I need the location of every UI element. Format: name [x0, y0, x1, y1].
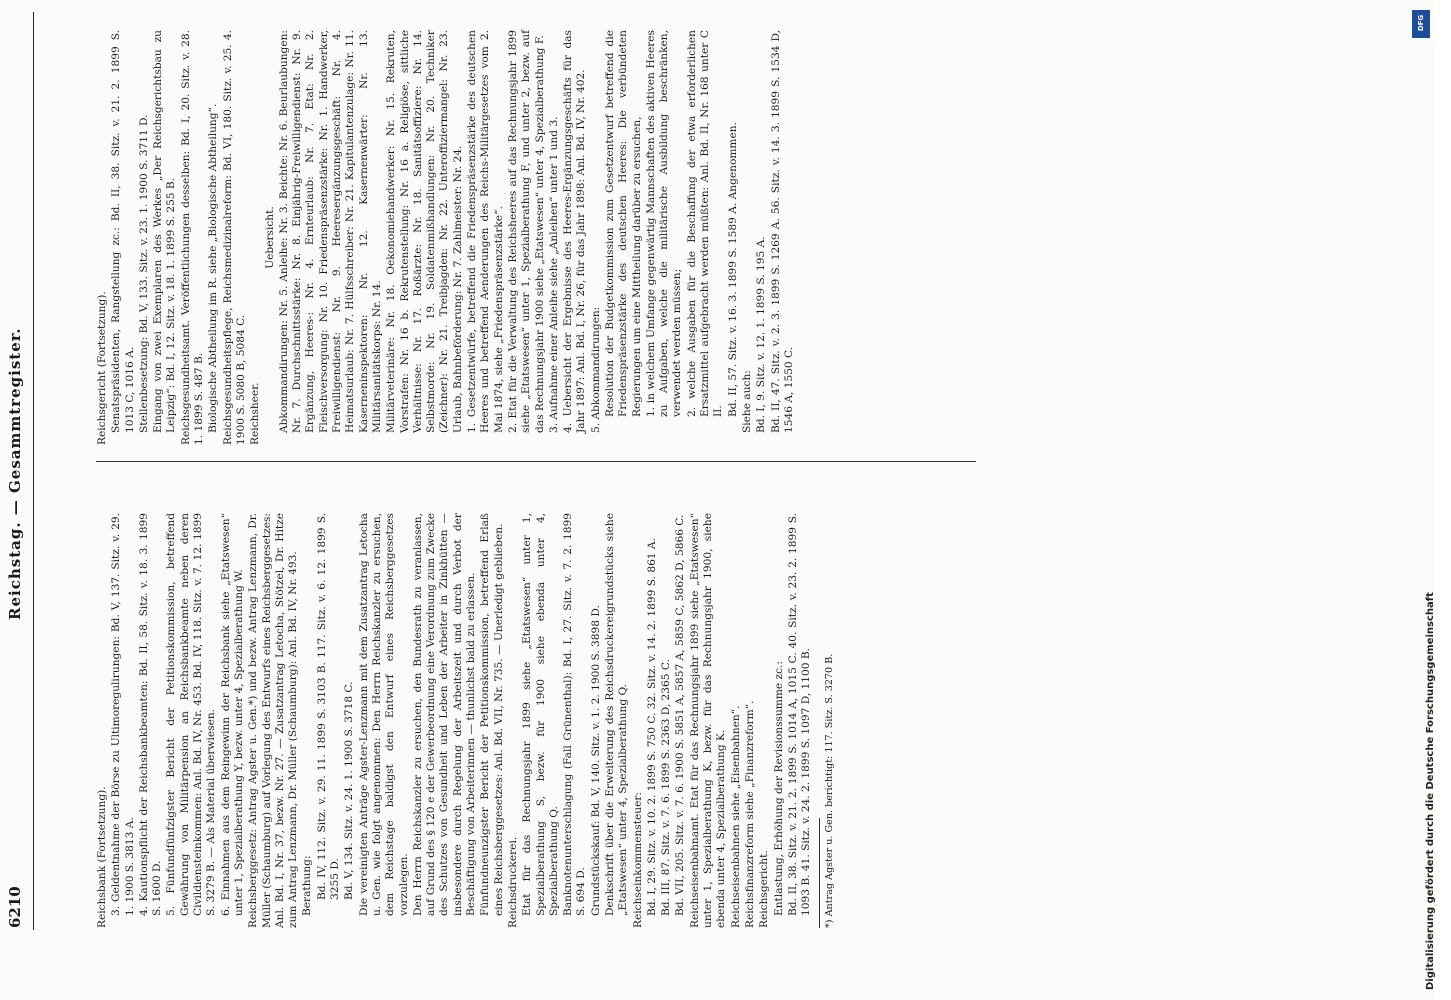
- index-entry: Bd. II, 38. Sitz. v. 21. 2. 1899 S. 1014 A, 1015 C. 40. Sitz. v. 23. 2. 1899 S. 1093 B. 41. Sitz. v. 24. 2. 1899 S. 1097 D, 1100 B.: [786, 513, 813, 916]
- index-entry: Bd. V, 134. Sitz. v. 24. 1. 1900 S. 3718 C.: [343, 681, 356, 900]
- index-entry: Uebersicht.: [263, 206, 276, 269]
- index-entry: Resolution der Budgetkommission zum Gesetzentwurf betreffend die Friedenspräsenzstärke des deutschen Heeres: Die verbündeten Regierungen um eine Mittheilung darüber zu ersuchen,: [603, 30, 643, 417]
- index-entry: Abkommandirungen: Nr. 5. Anleihe: Nr. 3. Beichte: Nr. 6. Beurlaubungen: Nr. 7. Durchschnittsstärke: Nr. 8. Einjährig-Freiwilligendienst: Nr. 9. Ergänzung, Heeres-: Nr. 4. Ernteurlaub: Nr. 7. Etat: Nr. 2. Fleischversorgung: Nr. 10. Friedenspräsenzstärke: Nr. 1. Handwerker, Freiwilligendienst: Nr. 9. Heeresergänzungsgeschäft: Nr. 4. Heimatsurlaub: Nr. 7. Hülfsschreiber: Nr. 21. Kapitulantenzulage: Nr. 11. Kaserneninspektoren: Nr. 12. Kasernenwärter: Nr. 13. Militärsanitätskorps: Nr. 14.: [277, 30, 383, 433]
- index-entry: Denkschrift über die Erweiterung des Reichsdruckereigrundstücks siehe „Etatswesen“ unter 4, Spezialberathung Q.: [603, 513, 630, 916]
- index-entry: 4. Uebersicht der Ergebnisse des Heeres-Ergänzungsgeschäfts für das Jahr 1897: Anl. Bd. I, Nr. 26, für das Jahr 1898: Anl. Bd. IV, Nr. 402.: [562, 30, 588, 433]
- index-entry: Bd. II, 57. Sitz. v. 16. 3. 1899 S. 1589 A. Angenommen.: [726, 122, 739, 417]
- index-entry: Reichsgesundheitsamt. Veröffentlichungen desselben: Bd. I, 20. Sitz. v. 28. 1. 1899 S. 487 B.: [179, 30, 206, 445]
- index-entry: Berathung:: [301, 855, 314, 916]
- index-entry: 1. in welchem Umfange gegenwärtig Mannschaften des aktiven Heeres zu Aufgaben, welche die militärische Ausbildung beschränken, verwendet werden müssen;: [644, 30, 684, 417]
- index-entry: Bd. IV, 112. Sitz. v. 29. 11. 1899 S. 3103 B. 117. Sitz. v. 6. 12. 1899 S. 3255 D.: [315, 513, 342, 900]
- sidebar-credit-text: Digitalisierung gefördert durch die Deutsche Forschungsgemeinschaft: [1425, 592, 1436, 990]
- index-entry: Etat für das Rechnungsjahr 1899 siehe „Etatswesen“ unter 1, Spezialberathung S, bezw. für 1900 siehe ebenda unter 4, Spezialberathung Q.: [521, 513, 560, 916]
- index-entry: 2. Etat für die Verwaltung des Reichsheeres auf das Rechnungsjahr 1899 siehe „Etatswesen“ unter 1, Spezialberathung F, und unter 2, bezw. auf das Rechnungsjahr 1900 siehe „Etatswesen“ unter 4, Spezialberathung F.: [506, 30, 546, 433]
- index-entry: Fünfundneunzigster Bericht der Petitionskommission, betreffend Erlaß eines Reichsberggesetzes: Anl. Bd. VII, Nr. 735. — Unerledigt geblieben.: [479, 513, 505, 916]
- right-column: [96, 30, 797, 445]
- footnote: *) Antrag Agster u. Gen. berichtigt: 117. Sitz. S. 3270 B.: [824, 653, 836, 928]
- index-entry: 3. Aufnahme einer Anleihe siehe „Anleihen“ unter 1 und 3.: [547, 116, 560, 433]
- index-entry: 2. welche Ausgaben für die Beschaffung der etwa erforderlichen Ersatzmittel aufgebracht werden müßten: Anl. Bd. II, Nr. 168 unter C II.: [685, 30, 725, 417]
- index-entry: 3. Geldentnahme der Börse zu Ultimoregulirungen: Bd. V, 137. Sitz. v. 29. 1. 1900 S. 3813 A.: [110, 513, 136, 916]
- index-entry: Den Herrn Reichskanzler zu ersuchen, den Bundesrath zu veranlassen, auf Grund des § 120 e der Gewerbeordnung eine Verordnung zum Zwecke des Schutzes von Gesundheit und Leben der Arbeiter in Zinkhütten — insbesondere durch Regelung der Arbeitszeit und durch Verbot der Beschäftigung von Arbeiterinnen — thunlichst bald zu erlassen.: [411, 513, 478, 916]
- index-entry: Stellenbesetzung: Bd. V, 133. Sitz. v. 23. 1. 1900 S. 3711 D.: [137, 114, 150, 433]
- page-header: [0, 0, 26, 990]
- index-entry: Banknotenunterschlagung (Fall Grünenthal): Bd. I, 27. Sitz. v. 7. 2. 1899 S. 694 D.: [562, 513, 588, 916]
- index-entry: Reichseisenbahnen siehe „Eisenbahnen“.: [729, 705, 742, 928]
- index-entry: Militärveterinäre: Nr. 18. Oekonomiehandwerker: Nr. 15. Rekruten, Vorstrafen: Nr. 16 b. Rekrutenstellung: Nr. 16 a. Religiöse, sittliche Verhältnisse: Nr. 17. Roßärzte: Nr. 18. Sanitätsoffiziere: Nr. 14. Selbstmorde: Nr. 19. Soldatenmißhandlungen: Nr. 20. Techniker (Zeichner): Nr. 21. Treibjagden: Nr. 22. Unteroffiziermangel: Nr. 23. Urlaub, Bahnbeförderung: Nr. 7. Zahlmeister: Nr. 24.: [385, 30, 464, 433]
- index-entry: Entlastung, Erhöhung der Revisionssumme zc.:: [772, 661, 785, 916]
- index-entry: Reichsgericht (Fortsetzung).: [96, 291, 108, 445]
- running-title: Reichstag. — Gesammtregister.: [6, 327, 24, 620]
- index-entry: Biologische Abtheilung im R. siehe „Biologische Abtheilung“.: [207, 103, 220, 433]
- index-entry: Bd. I, 29. Sitz. v. 10. 2. 1899 S. 750 C. 32. Sitz. v. 14. 2. 1899 S. 861 A.: [645, 538, 658, 916]
- left-column: [96, 513, 838, 928]
- column-separator: [96, 461, 976, 462]
- dfg-logo: [1412, 10, 1430, 38]
- index-entry: 5. Abkommandirungen:: [589, 306, 602, 433]
- dfg-logo-text: DFG: [1417, 14, 1425, 32]
- index-entry: Bd. VII, 205. Sitz. v. 7. 6. 1900 S. 5851 A, 5857 A, 5859 C, 5862 D, 5866 C.: [674, 514, 687, 916]
- index-entry: Die vereinigten Anträge Agster-Lenzmann mit dem Zusatzantrag Letocha u. Gen. wie folgt angenommen: Den Herrn Reichskanzler zu ersuchen, dem Reichstage baldigst den Entwurf eines Reichsberggesetzes vorzulegen.: [357, 513, 410, 916]
- index-entry: Reichsfinanzreform siehe „Finanzreform“.: [743, 700, 756, 928]
- index-entry: Bd. II, 47. Sitz. v. 2. 3. 1899 S. 1269 A. 56. Sitz. v. 14. 3. 1899 S. 1534 D, 1546 A, 1550 C.: [769, 30, 795, 433]
- index-entry: Reichseisenbahnamt. Etat für das Rechnungsjahr 1899 siehe „Etatswesen“ unter 1, Spezialberathung K, bezw. für das Rechnungsjahr 1900, siehe ebenda unter 4, Spezialberathung K.: [688, 513, 728, 928]
- index-entry: 1. Gesetzentwürfe, betreffend die Friedenspräsenzstärke des deutschen Heeres und betreffend Aenderungen des Reichs-Militärgesetzes vom 2. Mai 1874, siehe „Friedenspräsenzstärke“.: [466, 30, 505, 433]
- index-entry: Bd. I, 9. Sitz. v. 12. 1. 1899 S. 195 A.: [755, 236, 768, 433]
- index-entry: 4. Kautionspflicht der Reichsbankbeamten: Bd. II, 58. Sitz. v. 18. 3. 1899 S. 1600 D.: [137, 513, 164, 916]
- index-entry: Siehe auch:: [740, 370, 753, 433]
- digitization-sidebar: [1405, 10, 1436, 990]
- index-entry: Reichsgericht.: [758, 850, 771, 928]
- index-entry: Reichsdruckerei.: [506, 836, 519, 928]
- footnote-rule: [819, 818, 820, 928]
- index-entry: Bd. III, 87. Sitz. v. 7. 6. 1899 S. 2363 D, 2365 C.: [660, 659, 673, 916]
- index-entry: Reichseinkommensteuer:: [631, 792, 644, 928]
- index-entry: Eingang von zwei Exemplaren des Werkes „Der Reichsgerichtsbau zu Leipzig“: Bd. I, 12. Sitz. v. 18. 1. 1899 S. 255 B.: [152, 30, 178, 433]
- index-entry: Reichsgesundheitspflege, Reichsmedizinalreform: Bd. VI, 180. Sitz. v. 25. 4. 1900 S. 5080 B, 5084 C.: [221, 30, 247, 445]
- index-entry: Reichsberggesetz: Antrag Agster u. Gen.*) und bezw. Antrag Lenzmann, Dr. Müller (Schaumburg) auf Vorlegung des Entwurfs eines Reichsberggesetzes: Anl. Bd. I, Nr. 37, bezw. Nr. 27. — Zusatzantrag Letocha, Stötzel, Dr. Hitze zum Antrag Lenzmann, Dr. Müller (Schaumburg): Anl. Bd. IV, Nr. 493.: [247, 513, 300, 928]
- index-entry: 5. Fünfundfünfzigster Bericht der Petitionskommission, betreffend Gewährung von Militärpension an Reichsbankbeamte neben deren Civildiensteinkommen: Anl. Bd. IV, Nr. 453. Bd. IV, 118. Sitz. v. 7. 12. 1899 S. 3279 B. — Als Material überwiesen.: [165, 513, 218, 916]
- index-entry: Senatspräsidenten, Rangstellung zc.: Bd. II, 38. Sitz. v. 21. 2. 1899 S. 1013 C, 1016 A.: [110, 30, 136, 433]
- index-entry: Reichsheer.: [249, 382, 262, 445]
- page-number: 6210: [6, 886, 24, 928]
- index-entry: Reichsbank (Fortsetzung).: [96, 786, 108, 928]
- index-entry: Grundstückskauf: Bd. V, 140. Sitz. v. 1. 2. 1900 S. 3898 D.: [589, 605, 602, 916]
- header-rule: [33, 12, 34, 930]
- index-entry: 6. Einnahmen aus dem Reingewinn der Reichsbank siehe „Etatswesen“ unter 1, Spezialberathung Y, bezw. unter 4, Spezialberathung W.: [219, 513, 245, 916]
